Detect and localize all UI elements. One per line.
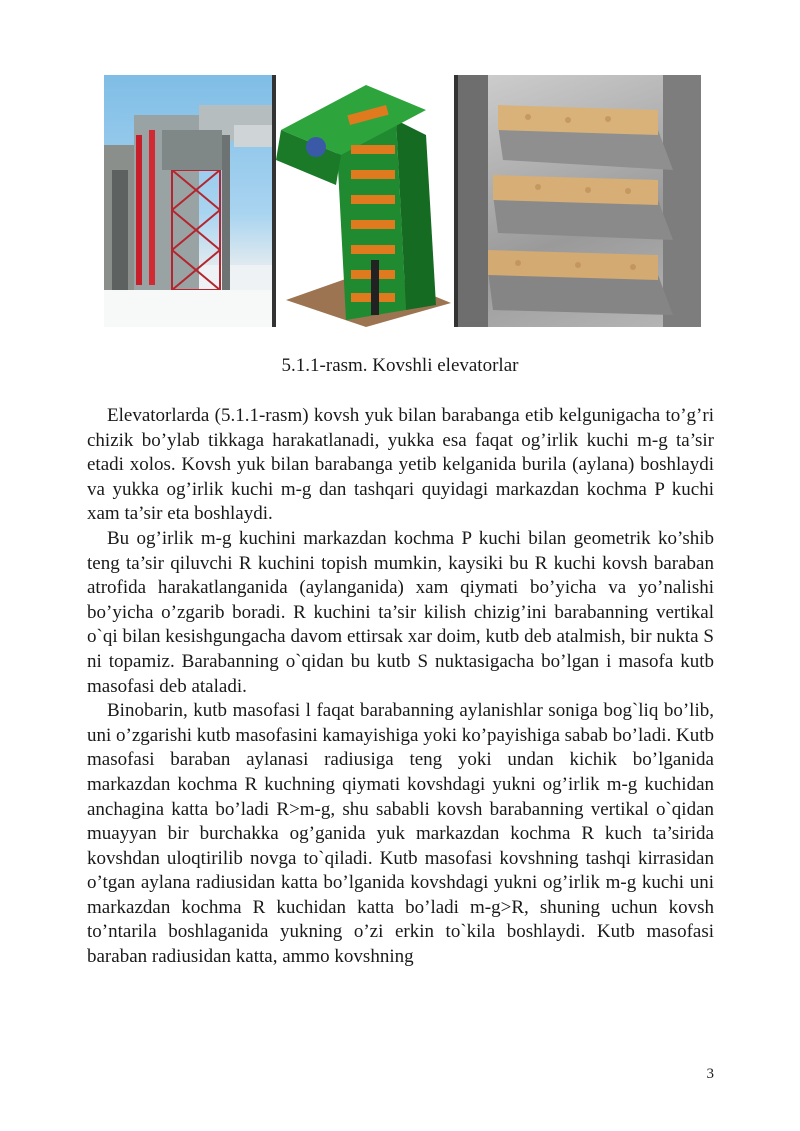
elevator-figure xyxy=(104,75,701,327)
elevator-3d-model xyxy=(276,75,454,327)
buckets-illustration xyxy=(458,75,701,327)
figure-caption: 5.1.1-rasm. Kovshli elevatorlar xyxy=(281,355,519,376)
elevator-tower-photo xyxy=(104,75,272,327)
paragraph: Bu og’irlik m-g kuchini markazdan kochma P kuchi bilan geometrik ko’shib teng ta’sir qiluvchi R kuchini topish mumkin, kaysiki bu R kuchi kovsh baraban atrofida harakatlanganida (aylanganida) xam qiymati bo’yicha va yo’nalishi bo’yicha o’zgarib boradi. R kuchini ta’sir kilish chizig’ini barabanning vertikal o`qi bilan kesishgungacha davom ettirsak xar doim, kutb deb atalmish, bir nukta S ni topamiz. Barabanning o`qidan bu kutb S nuktasigacha bo’lgan i masofa kutb masofasi deb ataladi. xyxy=(87,527,714,697)
grain-buckets-photo xyxy=(458,75,701,327)
tower-illustration xyxy=(104,75,272,327)
paragraph: Elevatorlarda (5.1.1-rasm) kovsh yuk bilan barabanga etib kelgunigacha to’g’ri chizik bo’ylab tikkaga harakatlanadi, yukka esa faqat og’irlik kuchi m-g ta’sir etadi xolos. Kovsh yuk bilan barabanga yetib kelganida burila (aylana) boshlaydi va yukka og’irlik kuchi m-g dan tashqari quyidagi markazdan kochma P kuchi xam ta’sir eta boshlaydi. xyxy=(87,405,714,525)
page-number: 3 xyxy=(706,1066,714,1082)
model-illustration xyxy=(276,75,454,327)
body-text xyxy=(87,404,714,970)
paragraph: Binobarin, kutb masofasi l faqat barabanning aylanishlar soniga bog`liq bo’lib, uni o’zgarishi kutb masofasini kamayishiga yoki ko’payishiga sabab bo’ladi. Kutb masofasi baraban aylanasi radiusiga teng yoki undan kichik bo’lganida markazdan kochma R kuchning qiymati kovshdagi yukni og’irlik m-g kuchidan anchagina katta bo’ladi R>m-g, shu sababli kovsh barabanning vertikal o`qidan muayyan bir burchakka og’ganida yuk markazdan kochma R kuch ta’sirida kovshdan uloqtirilib novga to`qiladi. Kutb masofasi kovshning tashqi kirrasidan o’tgan aylana radiusidan katta bo’lganida kovshdagi yukni og’irlik m-g kuchi uni markazdan kochma R kuchidan katta bo’ladi m-g>R, shuning uchun kovsh to’ntarila boshlaganida yukning o’zi erkin to`kila boshlaydi. Kutb masofasi baraban radiusidan katta, ammo kovshning xyxy=(87,700,714,968)
